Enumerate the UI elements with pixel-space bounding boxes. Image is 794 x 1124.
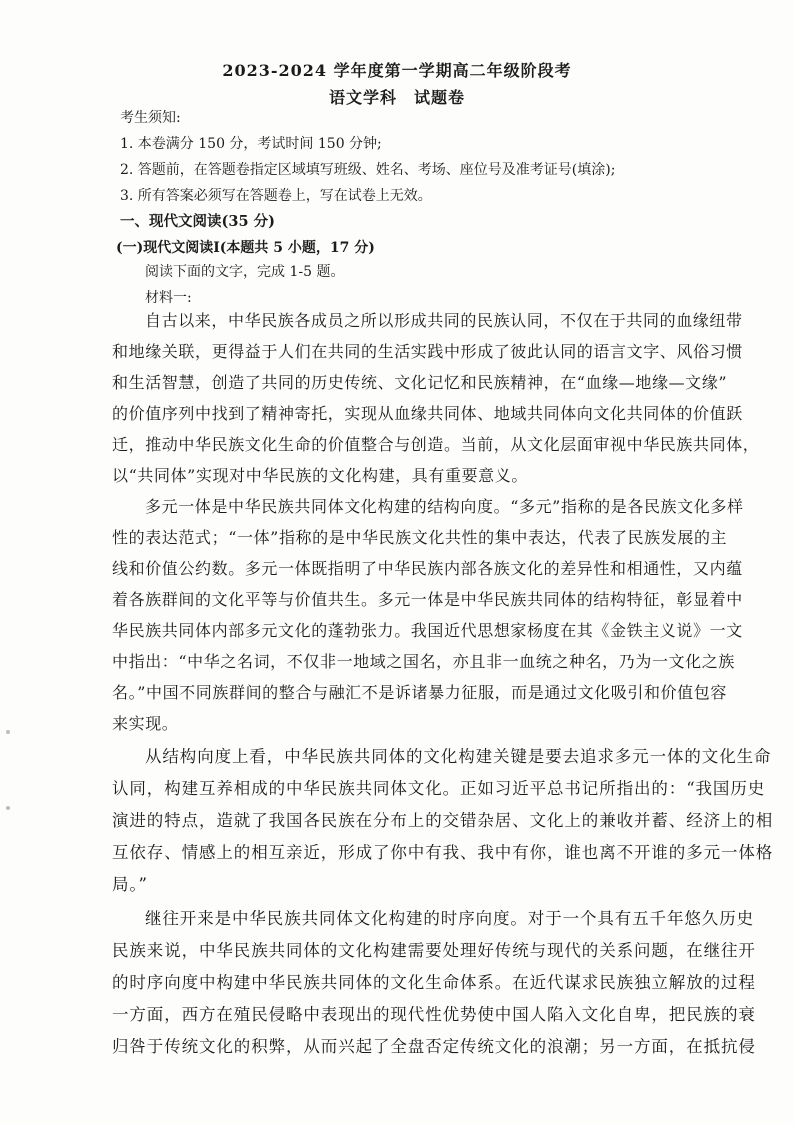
passage-line: 自古以来，中华民族各成员之所以形成共同的民族认同，不仅在于共同的血缘纽带 xyxy=(145,311,743,330)
passage-line: 互依存、情感上的相互亲近，形成了你中有我、我中有你，谁也离不开谁的多元一体格 xyxy=(112,843,774,862)
scan-speck xyxy=(6,730,10,734)
passage-line: 性的表达范式；“一体”指称的是中华民族文化共性的集中表达，代表了民族发展的主 xyxy=(112,528,728,547)
exam-subtitle: 语文学科 试题卷 xyxy=(328,88,465,107)
passage-line: 多元一体是中华民族共同体文化构建的结构向度。“多元”指称的是各民族文化多样 xyxy=(145,497,744,516)
notice-item: 3. 所有答案必须写在答题卷上，写在试卷上无效。 xyxy=(120,188,432,204)
passage-line: 中指出：“中华之名词，不仅非一地域之国名，亦且非一血统之种名，乃为一文化之族 xyxy=(112,652,735,671)
material-label: 材料一: xyxy=(145,290,192,306)
passage-line: 着各族群间的文化平等与价值共生。多元一体是中华民族共同体的结构特征，彰显着中 xyxy=(112,590,743,609)
passage-line: 的价值序列中找到了精神寄托，实现从血缘共同体、地域共同体向文化共同体的价值跃 xyxy=(112,404,743,423)
scan-speck xyxy=(6,806,10,810)
passage-line: 继往开来是中华民族共同体文化构建的时序向度。对于一个具有五千年悠久历史 xyxy=(145,909,754,928)
notice-heading: 考生须知: xyxy=(120,110,181,126)
passage-line: 从结构向度上看，中华民族共同体的文化构建关键是要去追求多元一体的文化生命 xyxy=(145,747,772,766)
subsection-heading: (一)现代文阅读Ⅰ(本题共 5 小题，17 分) xyxy=(116,240,375,256)
passage-line: 一方面，西方在殖民侵略中表现出的现代性优势使中国人陷入文化自卑，把民族的衰 xyxy=(112,1005,756,1024)
passage-line: 线和价值公约数。多元一体既指明了中华民族内部各族文化的差异性和相通性，又内蕴 xyxy=(112,559,743,578)
passage-line: 的时序向度中构建中华民族共同体的文化生命体系。在近代谋求民族独立解放的过程 xyxy=(112,973,756,992)
passage-line: 归咎于传统文化的积弊，从而兴起了全盘否定传统文化的浪潮；另一方面，在抵抗侵 xyxy=(112,1037,756,1056)
passage-line: 认同，构建互养相成的中华民族共同体文化。正如习近平总书记所指出的：“我国历史 xyxy=(112,779,766,798)
passage-line: 名。”中国不同族群间的整合与融汇不是诉诸暴力征服，而是通过文化吸引和价值包容 xyxy=(112,683,727,702)
notice-item: 2. 答题前，在答题卷指定区域填写班级、姓名、考场、座位号及准考证号(填涂); xyxy=(120,162,616,178)
passage-line: 来实现。 xyxy=(112,714,179,733)
passage-line: 华民族共同体内部多元文化的蓬勃张力。我国近代思想家杨度在其《金铁主义说》一文 xyxy=(112,621,743,640)
notice-item: 1. 本卷满分 150 分，考试时间 150 分钟; xyxy=(120,136,382,152)
passage-line: 局。” xyxy=(112,875,148,894)
passage-line: 以“共同体”实现对中华民族的文化构建，具有重要意义。 xyxy=(112,466,528,485)
section-heading: 一、现代文阅读(35 分) xyxy=(120,213,275,230)
passage-line: 迁，推动中华民族文化生命的价值整合与创造。当前，从文化层面审视中华民族共同体， xyxy=(112,435,760,454)
passage-line: 民族来说，中华民族共同体的文化构建需要处理好传统与现代的关系问题，在继往开 xyxy=(112,941,756,960)
instruction-text: 阅读下面的文字，完成 1-5 题。 xyxy=(145,264,345,280)
passage-line: 和生活智慧，创造了共同的历史传统、文化记忆和民族精神，在“血缘—地缘—文缘” xyxy=(112,373,728,392)
exam-title: 2023-2024 学年度第一学期高二年级阶段考 xyxy=(222,61,572,80)
passage-line: 演进的特点，造就了我国各民族在分布上的交错杂居、文化上的兼收并蓄、经济上的相 xyxy=(112,811,774,830)
passage-line: 和地缘关联，更得益于人们在共同的生活实践中形成了彼此认同的语言文字、风俗习惯 xyxy=(112,342,743,361)
